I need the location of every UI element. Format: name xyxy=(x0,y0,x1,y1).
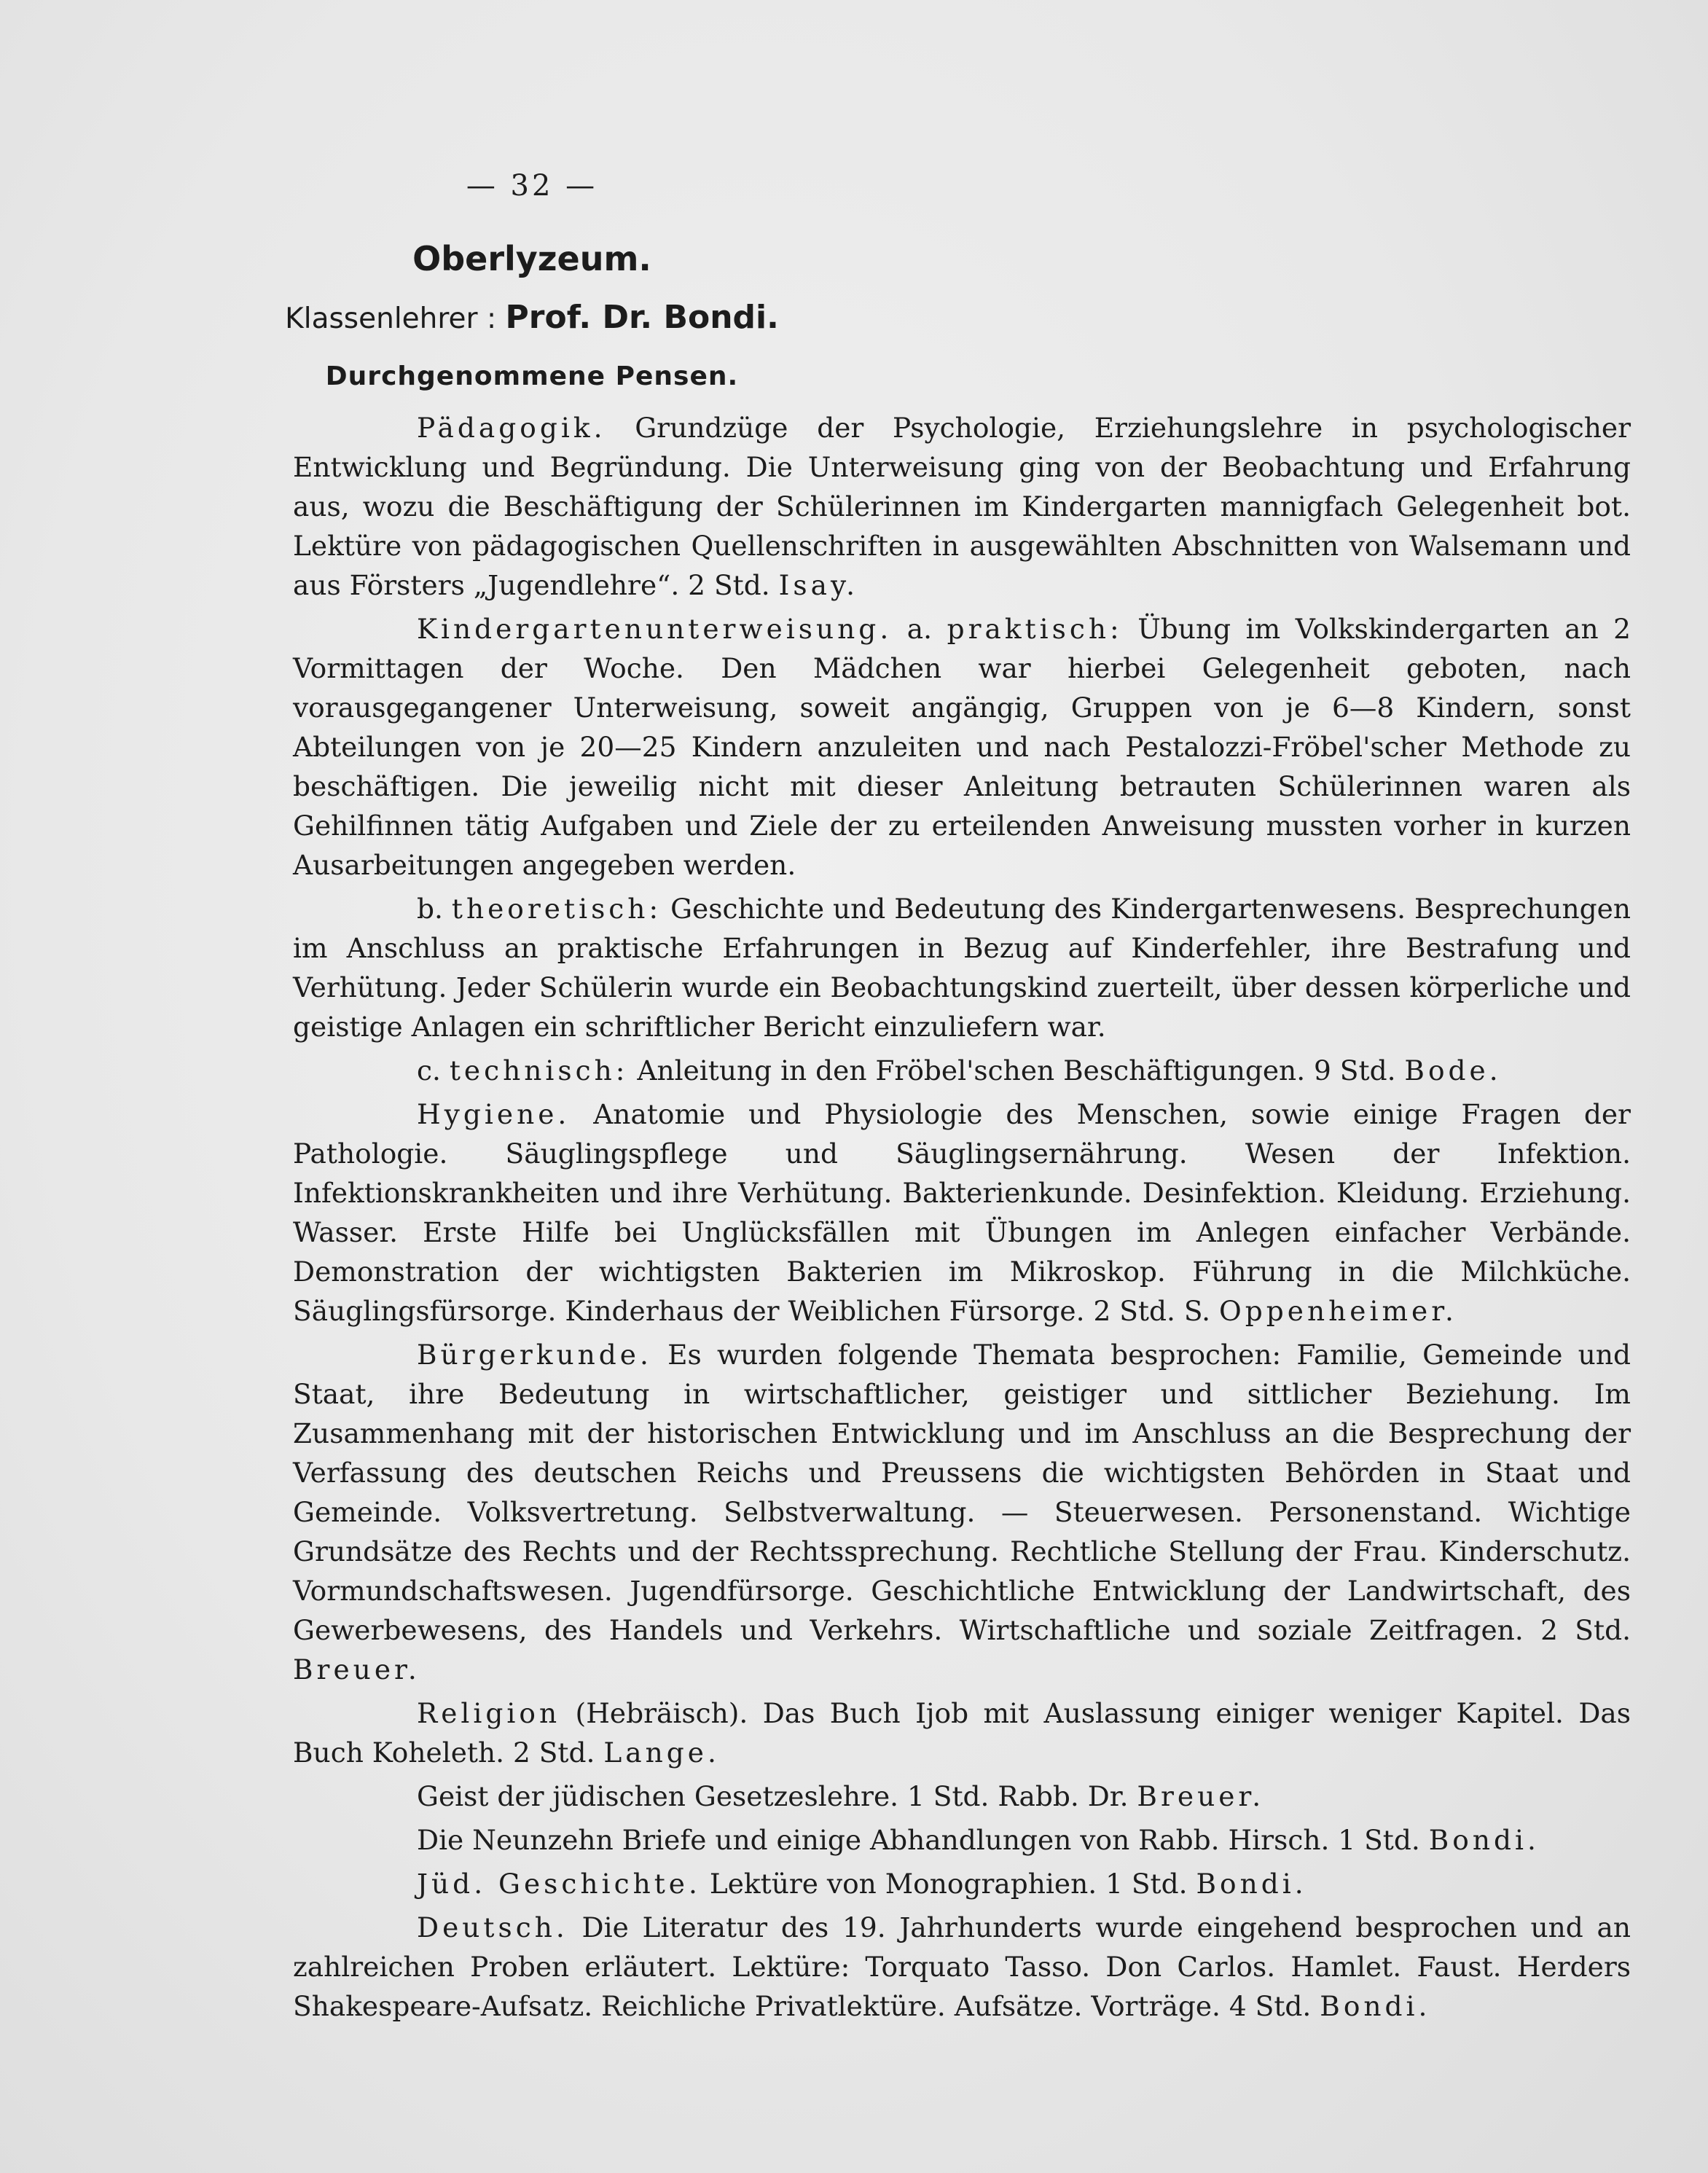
paragraph-gesetzeslehre xyxy=(293,1777,1631,1816)
paragraph-juedische-geschichte xyxy=(293,1864,1631,1903)
paragraph-text: Anatomie und Physiologie des Menschen, sowie einige Fragen der Pathologie. Säuglingspflege und Säuglingsernährung. Wesen der Infektion. Infektionskrankheiten und ihre Verhütung. Bakterienkunde. Desinfektion. Kleidung. Erziehung. Wasser. Erste Hilfe bei Unglücksfällen mit Übungen im Anlegen einfacher Verbände. Demonstration der wichtigsten Bakterien im Mikroskop. Führung in die Milchküche. Säuglingsfürsorge. Kinderhaus der Weiblichen Fürsorge. 2 Std. S. xyxy=(293,1098,1631,1327)
page-title: Oberlyzeum. xyxy=(412,239,651,278)
teacher-label: Klassenlehrer : xyxy=(285,302,497,335)
teacher-name: Lange. xyxy=(603,1737,720,1769)
paragraph-buergerkunde xyxy=(293,1335,1631,1689)
teacher-name: Bondi. xyxy=(1320,1990,1431,2022)
paragraph-text: (Hebräisch). Das Buch Ijob mit Auslassung einiger weniger Kapitel. Das Buch Koheleth. 2 Std. xyxy=(293,1697,1631,1769)
subject-heading: Pädagogik. xyxy=(417,412,606,444)
subject-subheading: technisch: xyxy=(449,1054,629,1086)
paragraph-text: a. xyxy=(892,613,947,645)
body-text xyxy=(293,408,1631,2030)
paragraph-text: Die Literatur des 19. Jahrhunderts wurde eingehend besprochen und an zahlreichen Proben erläutert. Lektüre: Torquato Tasso. Don Carlos. Hamlet. Faust. Herders Shakespeare-Aufsatz. Reichliche Privatlektüre. Aufsätze. Vorträge. 4 Std. xyxy=(293,1911,1631,2022)
paragraph-text: c. xyxy=(417,1054,450,1086)
subject-heading: Bürgerkunde. xyxy=(417,1339,652,1371)
teacher-name: Isay. xyxy=(778,569,859,601)
paragraph-text: Grundzüge der Psychologie, Erziehungslehre in psychologischer Entwicklung und Begründung. Die Unterweisung ging von der Beobachtung und Erfahrung aus, wozu die Beschäftigung der Schülerinnen im Kindergarten mannigfach Gelegenheit bot. Lektüre von pädagogischen Quellenschriften in ausgewählten Abschnitten von Walsemann und aus Försters „Jugendlehre“. 2 Std. xyxy=(293,412,1631,601)
teacher-name: Bode. xyxy=(1404,1054,1502,1086)
subject-subheading: theoretisch: xyxy=(451,893,662,925)
subject-subheading: praktisch: xyxy=(947,613,1123,645)
teacher-name: Bondi. xyxy=(1196,1868,1307,1900)
paragraph-text: Geschichte und Bedeutung des Kindergartenwesens. Besprechungen im Anschluss an praktische Erfahrungen in Bezug auf Kinderfehler, ihre Bestrafung und Verhütung. Jeder Schülerin wurde ein Beobachtungskind zuerteilt, über dessen körperliche und geistige Anlagen ein schriftlicher Bericht einzuliefern war. xyxy=(293,893,1631,1043)
paragraph-technisch xyxy=(293,1051,1631,1090)
paragraph-briefe xyxy=(293,1820,1631,1860)
paragraph-text: Anleitung in den Fröbel'schen Beschäftigungen. 9 Std. xyxy=(628,1054,1405,1086)
paragraph-text: b. xyxy=(417,893,452,925)
teacher-name: Bondi. xyxy=(1428,1824,1540,1856)
section-subtitle: Durchgenommene Pensen. xyxy=(325,361,739,391)
paragraph-religion xyxy=(293,1694,1631,1772)
teacher-name: Prof. Dr. Bondi. xyxy=(505,299,779,336)
paragraph-kindergarten xyxy=(293,609,1631,885)
paragraph-text: Die Neunzehn Briefe und einige Abhandlungen von Rabb. Hirsch. 1 Std. xyxy=(417,1824,1429,1856)
paragraph-text: Geist der jüdischen Gesetzeslehre. 1 Std. Rabb. Dr. xyxy=(417,1780,1137,1812)
class-teacher-line xyxy=(0,299,1064,336)
subject-heading: Religion xyxy=(417,1697,561,1729)
paragraph-paedagogik xyxy=(293,408,1631,605)
paragraph-deutsch xyxy=(293,1908,1631,2026)
paragraph-text: Lektüre von Monographien. 1 Std. xyxy=(700,1868,1196,1900)
subject-heading: Hygiene. xyxy=(417,1098,571,1130)
paragraph-hygiene xyxy=(293,1095,1631,1331)
teacher-name: Breuer. xyxy=(1137,1780,1265,1812)
paragraph-text: Übung im Volkskindergarten an 2 Vormittagen der Woche. Den Mädchen war hierbei Gelegenheit geboten, nach vorausgegangener Unterweisung, soweit angängig, Gruppen von je 6—8 Kindern, sonst Abteilungen von je 20—25 Kindern anzuleiten und nach Pestalozzi-Fröbel'scher Methode zu beschäftigen. Die jeweilig nicht mit dieser Anleitung betrauten Schülerinnen waren als Gehilfinnen tätig Aufgaben und Ziele der zu erteilenden Anweisung mussten vorher in kurzen Ausarbeitungen angegeben werden. xyxy=(293,613,1631,881)
subject-heading: Kindergartenunterweisung. xyxy=(417,613,893,645)
subject-heading: Deutsch. xyxy=(417,1911,568,1943)
teacher-name: Breuer. xyxy=(293,1653,420,1685)
teacher-name: Oppenheimer. xyxy=(1219,1295,1457,1327)
page-number: — 32 — xyxy=(466,169,598,203)
paragraph-text: Es wurden folgende Themata besprochen: Familie, Gemeinde und Staat, ihre Bedeutung in wirtschaftlicher, geistiger und sittlicher Beziehung. Im Zusammenhang mit der historischen Entwicklung und im Anschluss an die Besprechung der Verfassung des deutschen Reichs und Preussens die wichtigsten Behörden in Staat und Gemeinde. Volksvertretung. Selbstverwaltung. — Steuerwesen. Personenstand. Wichtige Grundsätze des Rechts und der Rechtssprechung. Rechtliche Stellung der Frau. Kinderschutz. Vormundschaftswesen. Jugendfürsorge. Geschichtliche Entwicklung der Landwirtschaft, des Gewerbewesens, des Handels und Verkehrs. Wirtschaftliche und soziale Zeitfragen. 2 Std. xyxy=(293,1339,1631,1646)
paragraph-theoretisch xyxy=(293,889,1631,1046)
subject-heading: Jüd. Geschichte. xyxy=(417,1868,701,1900)
